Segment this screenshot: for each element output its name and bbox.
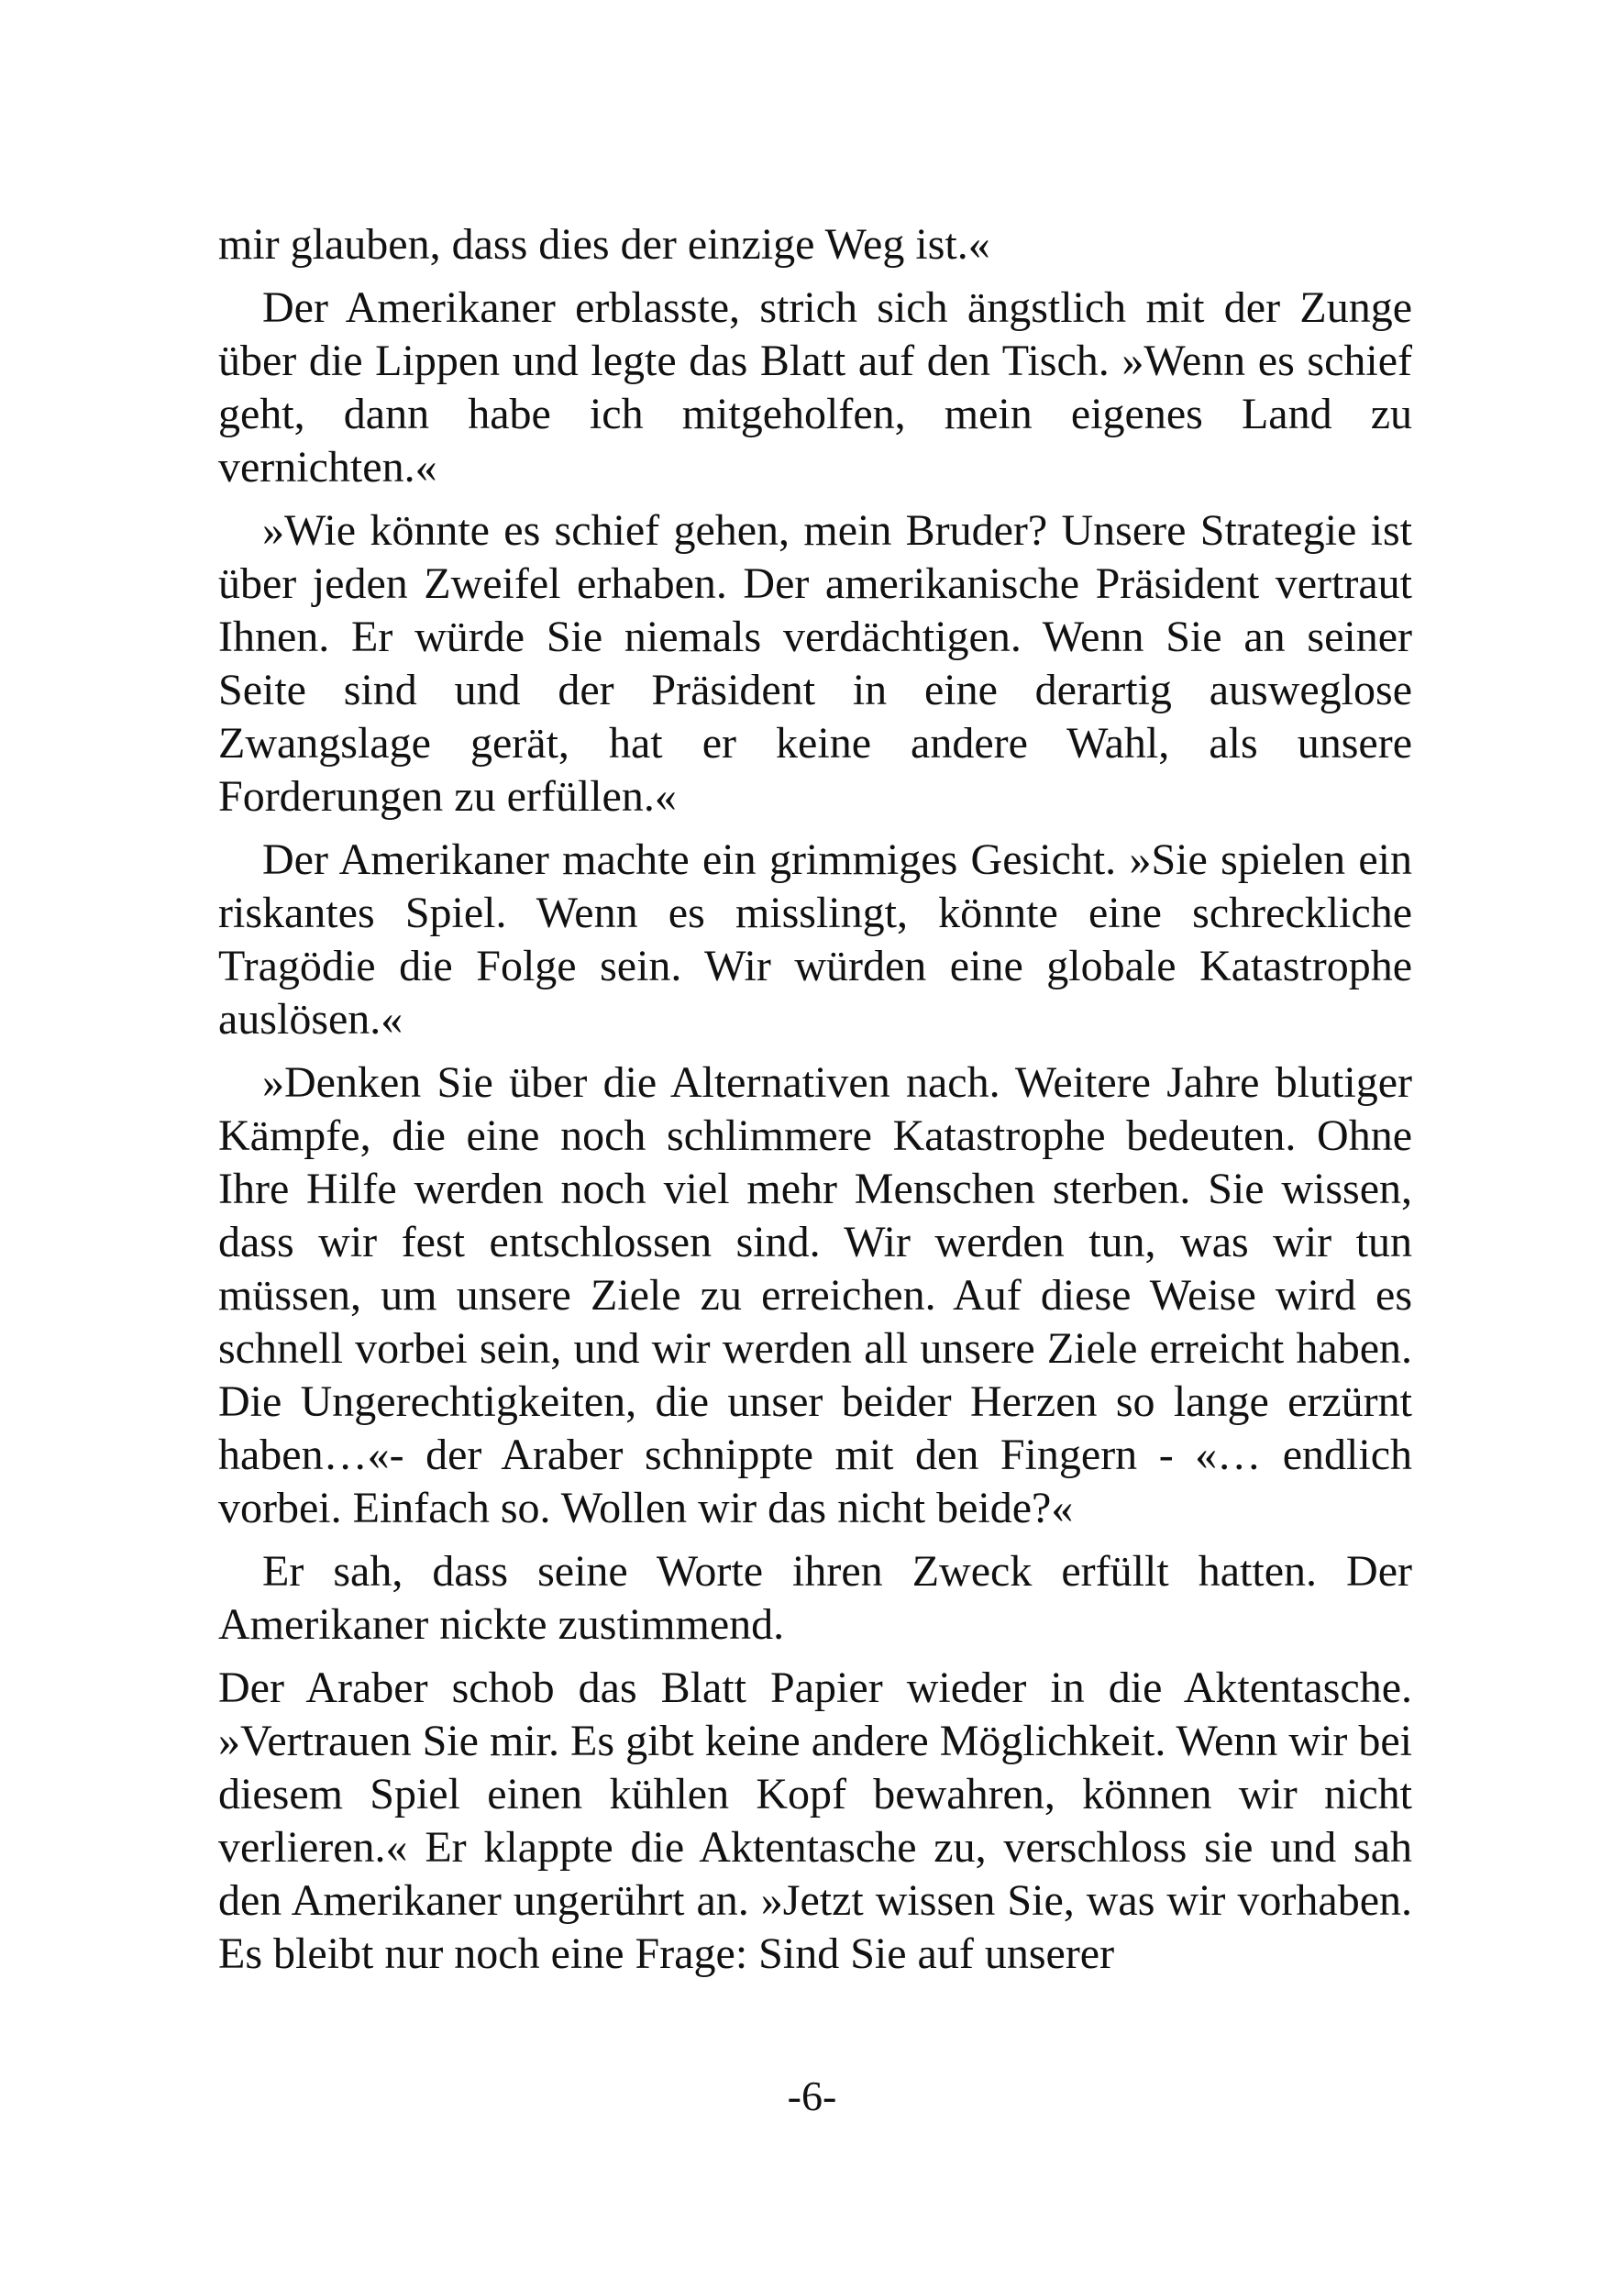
paragraph: mir glauben, dass dies der einzige Weg ist.«	[218, 220, 990, 269]
paragraph: Der Amerikaner machte ein grimmiges Gesicht. »Sie spielen ein riskantes Spiel. Wenn es misslingt, könnte eine schreckliche Tragödie die Folge sein. Wir würden eine globale Katastrophe auslösen.«	[218, 835, 1412, 1044]
paragraph: Er sah, dass seine Worte ihren Zweck erfüllt hatten. Der Amerikaner nickte zustimmend.	[218, 1547, 1412, 1649]
paragraph: »Denken Sie über die Alternativen nach. Weitere Jahre blutiger Kämpfe, die eine noch schlimmere Katastrophe bedeuten. Ohne Ihre Hilfe werden noch viel mehr Menschen sterben. Sie wissen, dass wir fest entschlossen sind. Wir werden tun, was wir tun müssen, um unsere Ziele zu erreichen. Auf diese Weise wird es schnell vorbei sein, und wir werden all unsere Ziele erreicht haben. Die Ungerechtigkeiten, die unser beider Herzen so lange erzürnt haben…«- der Araber schnippte mit den Fingern - «… endlich vorbei. Einfach so. Wollen wir das nicht beide?«	[218, 1058, 1412, 1532]
body-text	[218, 218, 1412, 1991]
paragraph: »Wie könnte es schief gehen, mein Bruder? Unsere Strategie ist über jeden Zweifel erhaben. Der amerikanische Präsident vertraut Ihnen. Er würde Sie niemals verdächtigen. Wenn Sie an seiner Seite sind und der Präsident in eine derartig ausweglose Zwangslage gerät, hat er keine andere Wahl, als unsere Forderungen zu erfüllen.«	[218, 506, 1412, 821]
paragraph: Der Araber schob das Blatt Papier wieder in die Aktentasche. »Vertrauen Sie mir. Es gibt keine andere Möglichkeit. Wenn wir bei diesem Spiel einen kühlen Kopf bewahren, können wir nicht verlieren.« Er klappte die Aktentasche zu, verschloss sie und sah den Amerikaner ungerührt an. »Jetzt wissen Sie, was wir vorhaben. Es bleibt nur noch eine Frage: Sind Sie auf unserer	[218, 1664, 1412, 1978]
paragraph: Der Amerikaner erblasste, strich sich ängstlich mit der Zunge über die Lippen und legte das Blatt auf den Tisch. »Wenn es schief geht, dann habe ich mitgeholfen, mein eigenes Land zu vernichten.«	[218, 283, 1412, 492]
page-number: -6-	[787, 2073, 837, 2119]
